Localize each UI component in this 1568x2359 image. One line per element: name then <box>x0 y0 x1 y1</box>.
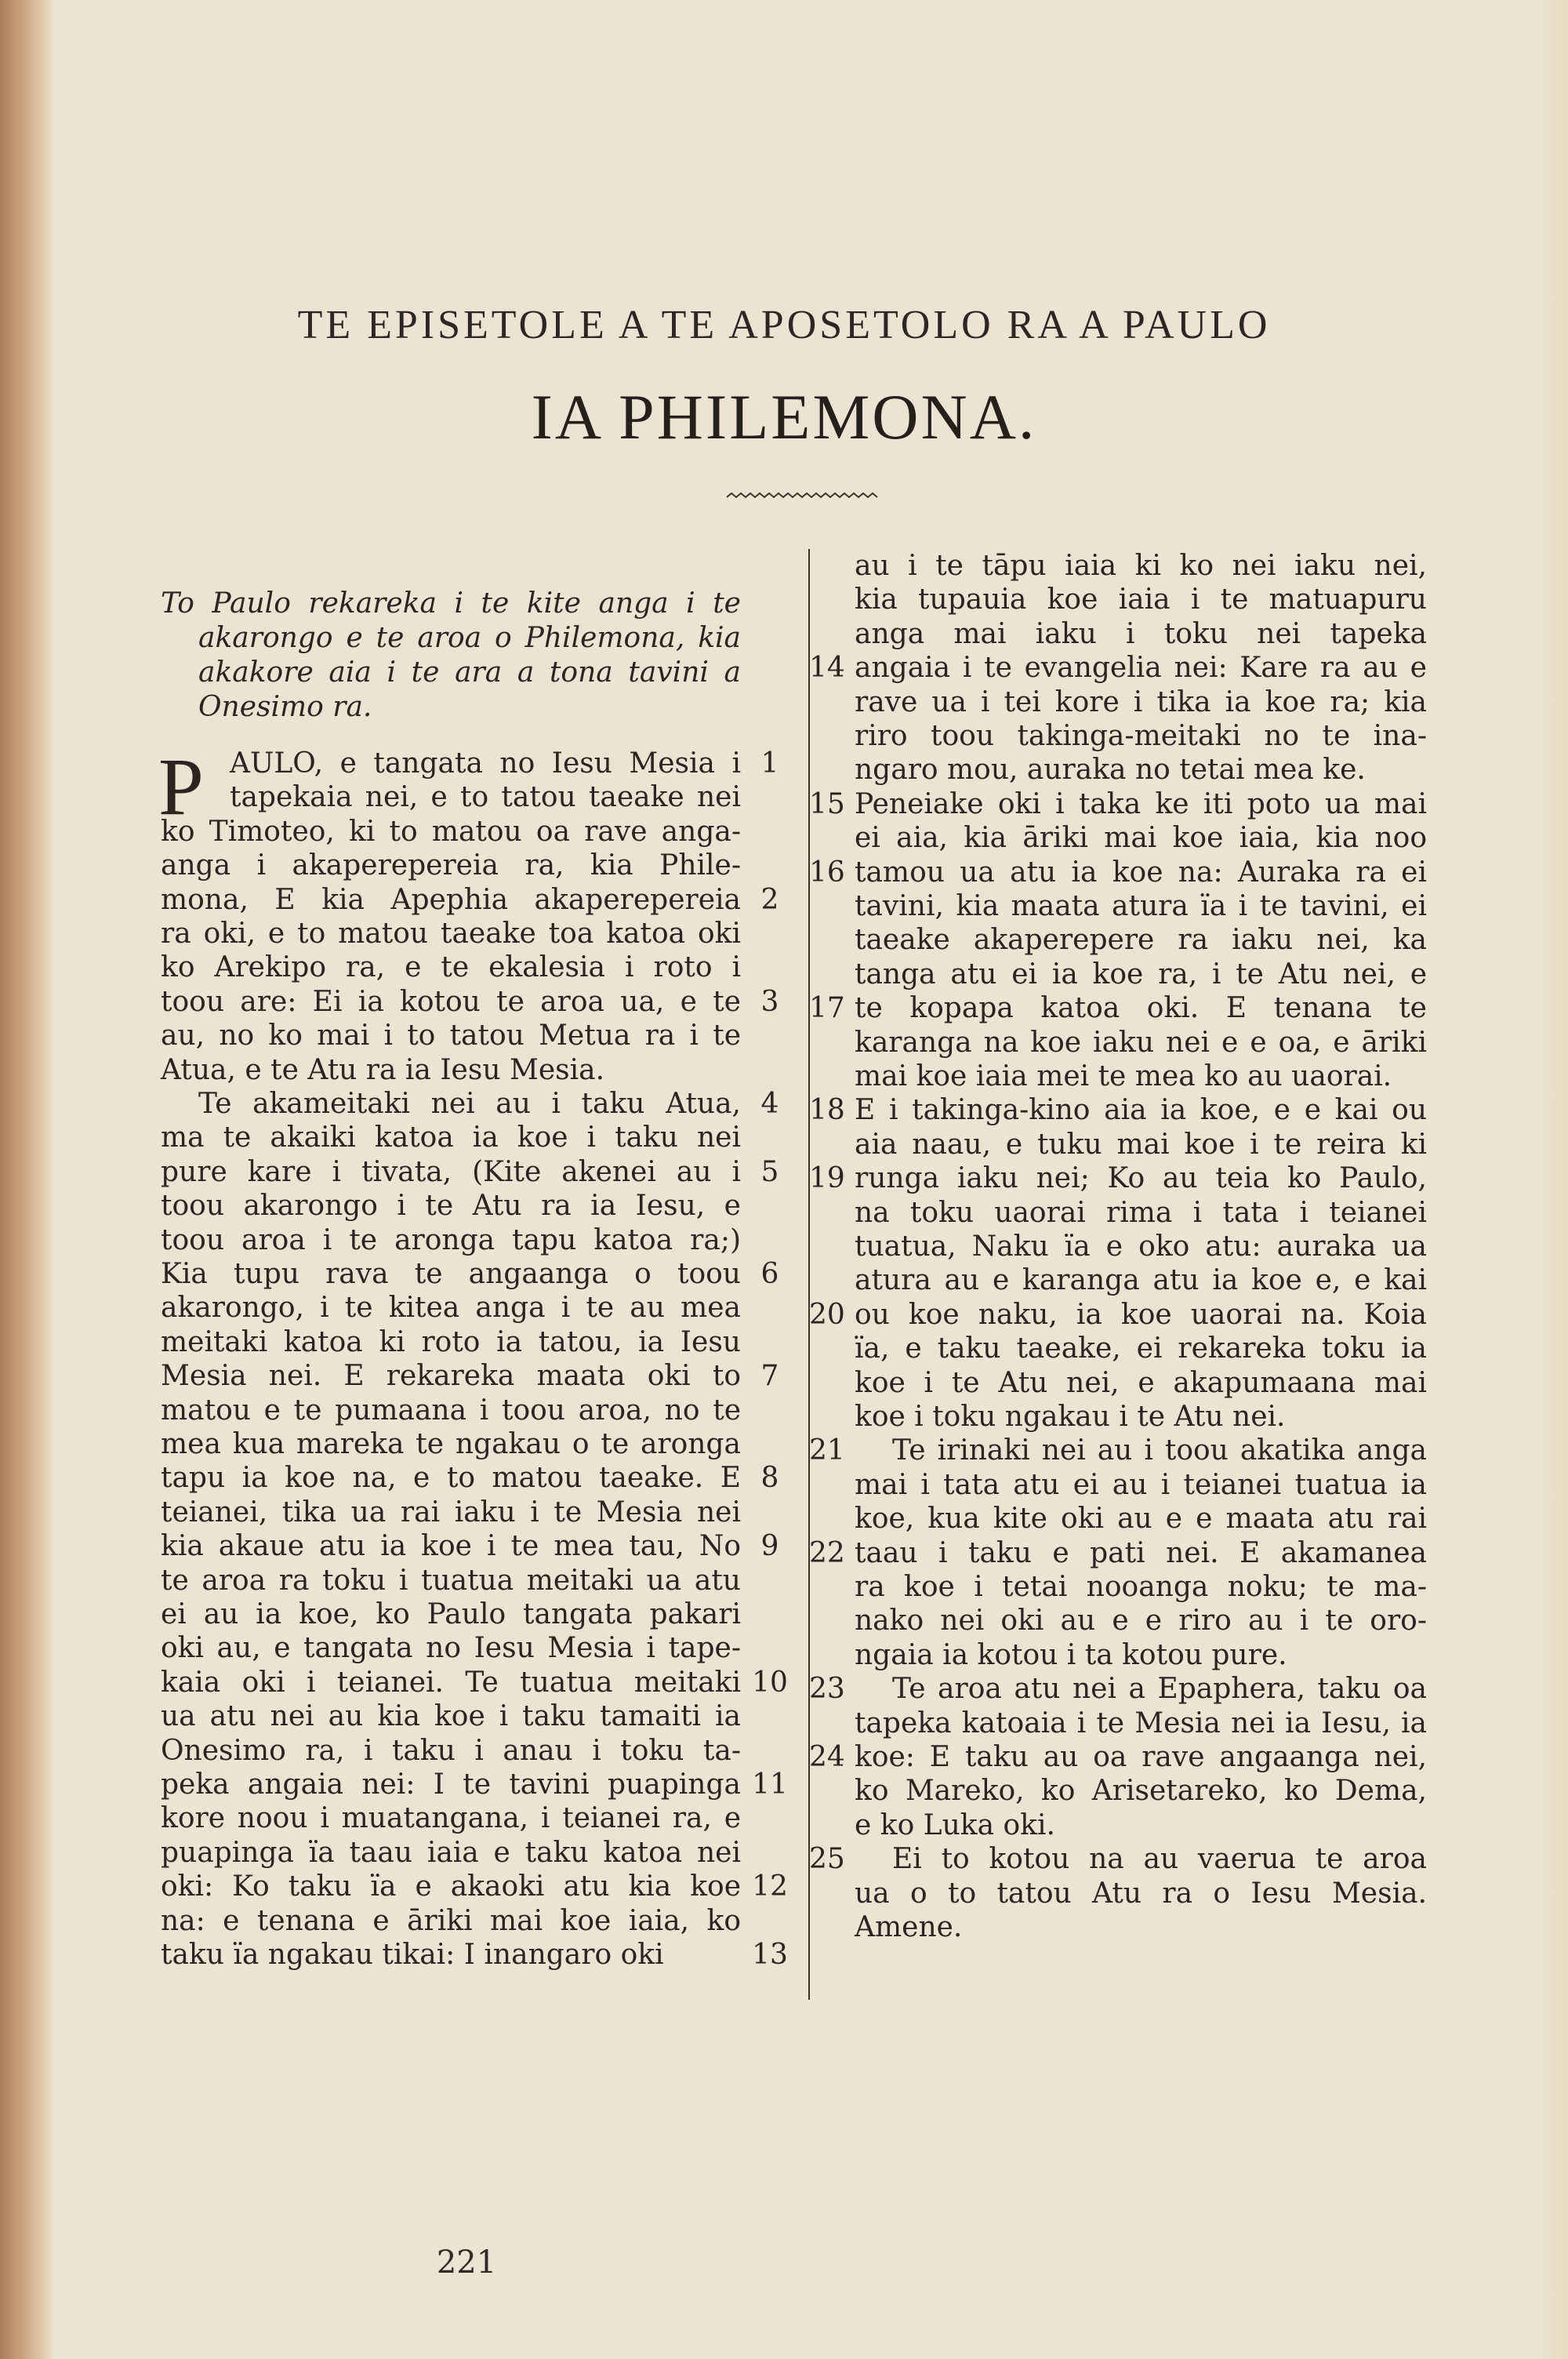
page-title: IA PHILEMONA. <box>531 381 1037 453</box>
right-text-line: te kopapa katoa oki. E tenana te <box>855 992 1427 1025</box>
left-text-line: ko Timoteo, ki to matou oa rave anga- <box>161 815 741 848</box>
left-text-line: ra oki, e to matou taeake toa katoa oki <box>161 918 741 950</box>
verse-number: 12 <box>752 1870 788 1903</box>
left-text-line: oki: Ko taku ïa e akaoki atu kia koe <box>161 1870 741 1903</box>
right-text-line: riro toou takinga-meitaki no te ina- <box>855 720 1427 752</box>
right-text-line: koe i te Atu nei, e akapumaana mai <box>855 1366 1427 1399</box>
right-text-line: aia naau, e tuku mai koe i te reira ki <box>855 1128 1427 1161</box>
right-text-line: mai i tata atu ei au i teianei tuatua ia <box>855 1468 1427 1501</box>
verse-number: 17 <box>809 992 845 1025</box>
verse-number: 21 <box>809 1434 845 1467</box>
left-text-line: oki au, e tangata no Iesu Mesia i tape- <box>161 1632 741 1665</box>
right-text-line: Ei to kotou na au vaerua te aroa <box>892 1843 1427 1876</box>
verse-number: 23 <box>809 1673 845 1706</box>
left-text-line: pure kare i tivata, (Kite akenei au i <box>161 1155 741 1188</box>
verse-number: 1 <box>760 747 779 780</box>
right-text-line: koe: E taku au oa rave angaanga nei, <box>855 1741 1427 1773</box>
right-text-line: ra koe i tetai nooanga noku; te ma- <box>855 1571 1427 1603</box>
right-text-line: angaia i te evangelia nei: Kare ra au e <box>855 652 1427 685</box>
right-text-line: ko Mareko, ko Arisetareko, ko Dema, <box>855 1775 1427 1808</box>
ornament-divider <box>725 489 882 505</box>
page-edge-right <box>1537 0 1568 2359</box>
left-text-line: te aroa ra toku i tuatua meitaki ua atu <box>161 1564 741 1597</box>
left-text-line: Atua, e te Atu ra ia Iesu Mesia. <box>161 1053 605 1086</box>
right-text-line: tamou ua atu ia koe na: Auraka ra ei <box>855 856 1427 889</box>
right-text-line: tavini, kia maata atura ïa i te tavini, ei <box>855 890 1427 922</box>
verse-number: 11 <box>752 1768 788 1801</box>
verse-number: 19 <box>809 1162 845 1195</box>
left-text-line: meitaki katoa ki roto ia tatou, ia Iesu <box>161 1325 741 1358</box>
left-text-line: Te akameitaki nei au i taku Atua, <box>198 1088 741 1120</box>
left-text-line: toou are: Ei ia kotou te aroa ua, e te <box>161 985 741 1018</box>
right-text-line: runga iaku nei; Ko au teia ko Paulo, <box>855 1162 1427 1195</box>
right-text-line: rave ua i tei kore i tika ia koe ra; kia <box>855 685 1427 718</box>
right-text-line: au i te tāpu iaia ki ko nei iaku nei, <box>855 550 1427 582</box>
left-text-line: au, no ko mai i to tatou Metua ra i te <box>161 1020 741 1052</box>
right-text-line: mai koe iaia mei te mea ko au uaorai. <box>855 1060 1392 1092</box>
page-edge-left <box>0 0 55 2359</box>
right-text-line: ou koe naku, ia koe uaorai na. Koia <box>855 1298 1427 1331</box>
left-text-line: taku ïa ngakau tikai: I inangaro oki <box>161 1939 664 1971</box>
right-text-line: koe, kua kite oki au e e maata atu rai <box>855 1503 1427 1536</box>
left-text-line: Mesia nei. E rekareka maata oki to <box>161 1360 741 1393</box>
right-text-line: ua o to tatou Atu ra o Iesu Mesia. <box>855 1877 1427 1910</box>
left-text-line: tapu ia koe na, e to matou taeake. E <box>161 1462 741 1495</box>
right-text-line: atura au e karanga atu ia koe e, e kai <box>855 1264 1427 1297</box>
right-text-line: tanga atu ei ia koe ra, i te Atu nei, e <box>855 958 1427 990</box>
verse-number: 20 <box>809 1298 845 1331</box>
right-text-line: ngaia ia kotou i ta kotou pure. <box>855 1638 1287 1671</box>
verse-number: 8 <box>760 1462 779 1495</box>
verse-number: 5 <box>760 1155 779 1188</box>
left-text-line: ma te akaiki katoa ia koe i taku nei <box>161 1121 741 1154</box>
verse-number: 18 <box>809 1094 845 1127</box>
verse-number: 24 <box>809 1741 845 1773</box>
left-text-line: Kia tupu rava te angaanga o toou <box>161 1258 741 1290</box>
left-text-line: kia akaue atu ia koe i te mea tau, No <box>161 1530 741 1563</box>
left-text-line: na: e tenana e āriki mai koe iaia, ko <box>161 1904 741 1937</box>
left-text-line: AULO, e tangata no Iesu Mesia i <box>230 747 741 780</box>
verse-number: 2 <box>760 883 779 916</box>
page-header: TE EPISETOLE A TE APOSETOLO RA A PAULO <box>297 303 1271 347</box>
verse-number: 22 <box>809 1536 845 1569</box>
column-divider <box>808 549 810 2000</box>
left-text-line: mona, E kia Apephia akaperepereia <box>161 883 741 916</box>
right-text-line: taau i taku e pati nei. E akamanea <box>855 1536 1427 1569</box>
left-text-line: Onesimo ra, i taku i anau i toku ta- <box>161 1734 741 1767</box>
left-text-line: ei au ia koe, ko Paulo tangata pakari <box>161 1598 741 1630</box>
left-text-line: peka angaia nei: I te tavini puapinga <box>161 1768 741 1801</box>
right-text-line: na toku uaorai rima i tata i teianei <box>855 1196 1427 1229</box>
left-text-line: akarongo, i te kitea anga i te au mea <box>161 1292 741 1325</box>
verse-number: 16 <box>809 856 845 889</box>
verse-number: 25 <box>809 1843 845 1876</box>
verse-number: 15 <box>809 787 845 820</box>
right-text-line: tapeka katoaia i te Mesia nei ia Iesu, ia <box>855 1707 1427 1739</box>
right-text-line: Te aroa atu nei a Epaphera, taku oa <box>892 1673 1427 1706</box>
verse-number: 10 <box>752 1666 788 1699</box>
drop-cap: P <box>158 742 204 832</box>
right-text-line: taeake akaperepere ra iaku nei, ka <box>855 924 1427 957</box>
left-text-line: matou e te pumaana i toou aroa, no te <box>161 1394 741 1427</box>
verse-number: 14 <box>809 652 845 685</box>
chapter-summary: To Paulo rekareka i te kite anga i te akarongo e te aroa o Philemona, kia akakore aia i te ara a tona tavini a Onesimo ra. <box>161 587 741 723</box>
right-text-line: e ko Luka oki. <box>855 1808 1055 1841</box>
page-number: 221 <box>436 2245 497 2281</box>
right-text-line: Amene. <box>855 1911 963 1943</box>
right-text-line: kia tupauia koe iaia i te matuapuru <box>855 583 1427 616</box>
left-text-line: kaia oki i teianei. Te tuatua meitaki <box>161 1666 741 1699</box>
left-text-line: toou aroa i te aronga tapu katoa ra;) <box>161 1223 741 1256</box>
left-text-line: anga i akaperepereia ra, kia Phile- <box>161 849 741 882</box>
left-text-line: teianei, tika ua rai iaku i te Mesia nei <box>161 1496 741 1528</box>
right-text-line: ei aia, kia āriki mai koe iaia, kia noo <box>855 822 1427 855</box>
right-text-line: anga mai iaku i toku nei tapeka <box>855 617 1427 650</box>
right-text-line: ngaro mou, auraka no tetai mea ke. <box>855 754 1366 787</box>
left-text-line: toou akarongo i te Atu ra ia Iesu, e <box>161 1190 741 1223</box>
left-text-line: ua atu nei au kia koe i taku tamaiti ia <box>161 1700 741 1733</box>
left-text-line: mea kua mareka te ngakau o te aronga <box>161 1428 741 1460</box>
verse-number: 9 <box>760 1530 779 1563</box>
verse-number: 13 <box>752 1939 788 1971</box>
right-text-line: ïa, e taku taeake, ei rekareka toku ia <box>855 1332 1427 1365</box>
verse-number: 3 <box>760 985 779 1018</box>
right-text-line: Peneiake oki i taka ke iti poto ua mai <box>855 787 1427 820</box>
left-text-line: puapinga ïa taau iaia e taku katoa nei <box>161 1836 741 1869</box>
verse-number: 6 <box>760 1258 779 1290</box>
left-text-line: ko Arekipo ra, e te ekalesia i roto i <box>161 951 741 984</box>
right-text-line: tuatua, Naku ïa e oko atu: auraka ua <box>855 1230 1427 1263</box>
right-text-line: koe i toku ngakau i te Atu nei. <box>855 1401 1286 1433</box>
right-text-line: karanga na koe iaku nei e e oa, e āriki <box>855 1026 1427 1059</box>
right-text-line: E i takinga-kino aia ia koe, e e kai ou <box>855 1094 1427 1127</box>
right-text-line: Te irinaki nei au i toou akatika anga <box>892 1434 1427 1467</box>
left-text-line: kore noou i muatangana, i teianei ra, e <box>161 1802 741 1835</box>
left-text-line: tapekaia nei, e to tatou taeake nei <box>230 781 741 814</box>
verse-number: 4 <box>760 1088 779 1120</box>
verse-number: 7 <box>760 1360 779 1393</box>
right-text-line: nako nei oki au e e riro au i te oro- <box>855 1605 1427 1637</box>
